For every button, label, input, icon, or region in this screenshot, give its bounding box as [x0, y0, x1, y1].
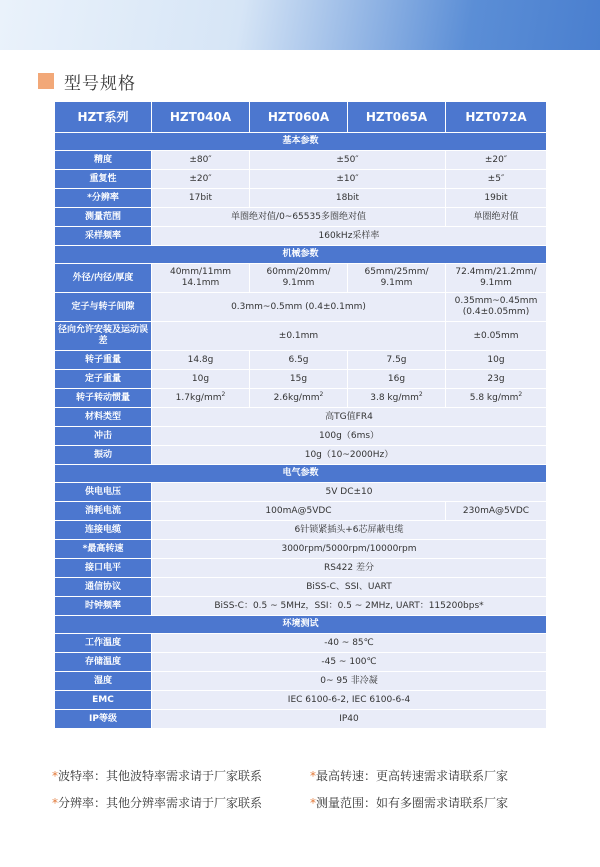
table-cell: 高TG值FR4 — [152, 408, 547, 427]
row-label: 径向允许安装及运动误差 — [55, 322, 152, 351]
table-row — [55, 653, 547, 672]
table-row — [55, 370, 547, 389]
table-cell: ±0.05mm — [446, 322, 547, 351]
row-label: 材料类型 — [55, 408, 152, 427]
table-cell: 3000rpm/5000rpm/10000rpm — [152, 540, 547, 559]
footnote: *测量范围：如有多圈需求请联系厂家 — [310, 796, 509, 810]
table-cell: 100g（6ms） — [152, 427, 547, 446]
table-row — [55, 189, 547, 208]
section-row — [55, 133, 547, 151]
section-row — [55, 465, 547, 483]
section-heading: 基本参数 — [55, 133, 547, 151]
table-row — [55, 208, 547, 227]
header-cell: HZT065A — [348, 102, 446, 133]
table-cell: 6.5g — [250, 351, 348, 370]
table-header-row — [55, 102, 547, 133]
table-cell: 单圈绝对值 — [446, 208, 547, 227]
table-cell: ±10″ — [250, 170, 446, 189]
table-cell: 0.35mm~0.45mm (0.4±0.05mm) — [446, 293, 547, 322]
section-title — [38, 71, 136, 94]
title-square-icon — [38, 73, 54, 89]
row-label: 重复性 — [55, 170, 152, 189]
table-row — [55, 710, 547, 729]
table-cell: ±80″ — [152, 151, 250, 170]
header-cell: HZT系列 — [55, 102, 152, 133]
section-row — [55, 246, 547, 264]
row-label: 存储温度 — [55, 653, 152, 672]
table-row — [55, 691, 547, 710]
table-cell: 18bit — [250, 189, 446, 208]
table-row — [55, 408, 547, 427]
table-cell: 单圈绝对值/0~65535多圈绝对值 — [152, 208, 446, 227]
table-row — [55, 151, 547, 170]
table-cell: 19bit — [446, 189, 547, 208]
table-cell: IEC 6100-6-2, IEC 6100-6-4 — [152, 691, 547, 710]
row-label: *最高转速 — [55, 540, 152, 559]
table-row — [55, 227, 547, 246]
row-label: 供电电压 — [55, 483, 152, 502]
spec-table — [54, 101, 547, 729]
page-title: 型号规格 — [64, 73, 136, 94]
table-cell: 5.8 $kg/mm^2$ — [446, 389, 547, 408]
table-row — [55, 559, 547, 578]
table-row — [55, 634, 547, 653]
footnote: *波特率：其他波特率需求请于厂家联系 — [52, 769, 263, 783]
row-label: EMC — [55, 691, 152, 710]
row-label: 工作温度 — [55, 634, 152, 653]
section-heading: 环境测试 — [55, 616, 547, 634]
table-row — [55, 264, 547, 293]
table-cell: 40mm/11mm 14.1mm — [152, 264, 250, 293]
table-row — [55, 322, 547, 351]
table-cell: 6针锁紧插头+6芯屏蔽电缆 — [152, 521, 547, 540]
table-row — [55, 672, 547, 691]
table-row — [55, 540, 547, 559]
table-cell: 230mA@5VDC — [446, 502, 547, 521]
footnote: *最高转速：更高转速需求请联系厂家 — [310, 769, 509, 783]
table-cell: 3.8 $kg/mm^2$ — [348, 389, 446, 408]
table-cell: $2.6kg/mm^2$ — [250, 389, 348, 408]
table-cell: -45 ~ 100℃ — [152, 653, 547, 672]
row-label: 定子与转子间隙 — [55, 293, 152, 322]
table-cell: 5V DC±10 — [152, 483, 547, 502]
table-row — [55, 521, 547, 540]
table-cell: 100mA@5VDC — [152, 502, 446, 521]
row-label: 采样频率 — [55, 227, 152, 246]
row-label: 外径/内径/厚度 — [55, 264, 152, 293]
header-cell: HZT040A — [152, 102, 250, 133]
table-cell: 0.3mm~0.5mm (0.4±0.1mm) — [152, 293, 446, 322]
row-label: 冲击 — [55, 427, 152, 446]
row-label: 转子转动惯量 — [55, 389, 152, 408]
row-label: 接口电平 — [55, 559, 152, 578]
table-row — [55, 293, 547, 322]
header-cell: HZT060A — [250, 102, 348, 133]
header-cell: HZT072A — [446, 102, 547, 133]
table-row — [55, 483, 547, 502]
row-label: 测量范围 — [55, 208, 152, 227]
table-row — [55, 427, 547, 446]
table-cell: $1.7kg/mm^2$ — [152, 389, 250, 408]
row-label: 定子重量 — [55, 370, 152, 389]
table-cell: -40 ~ 85℃ — [152, 634, 547, 653]
table-cell: ±0.1mm — [152, 322, 446, 351]
table-cell: 10g — [446, 351, 547, 370]
row-label: 湿度 — [55, 672, 152, 691]
row-label: 转子重量 — [55, 351, 152, 370]
table-cell: ±20″ — [152, 170, 250, 189]
row-label: 精度 — [55, 151, 152, 170]
table-row — [55, 578, 547, 597]
row-label: IP等级 — [55, 710, 152, 729]
table-row — [55, 389, 547, 408]
table-cell: ±20″ — [446, 151, 547, 170]
table-cell: 16g — [348, 370, 446, 389]
header-band — [0, 0, 600, 50]
footnote: *分辨率：其他分辨率需求请于厂家联系 — [52, 796, 263, 810]
row-label: 连接电缆 — [55, 521, 152, 540]
table-row — [55, 502, 547, 521]
row-label: 时钟频率 — [55, 597, 152, 616]
section-heading: 电气参数 — [55, 465, 547, 483]
table-cell: 0~ 95 非冷凝 — [152, 672, 547, 691]
table-cell: 17bit — [152, 189, 250, 208]
table-cell: 10g（10~2000Hz） — [152, 446, 547, 465]
table-cell: 72.4mm/21.2mm/ 9.1mm — [446, 264, 547, 293]
table-cell: 14.8g — [152, 351, 250, 370]
table-cell: BiSS-C：0.5 ~ 5MHz，SSI：0.5 ~ 2MHz, UART：115200bps* — [152, 597, 547, 616]
table-cell: 160kHz采样率 — [152, 227, 547, 246]
section-row — [55, 616, 547, 634]
table-cell: 7.5g — [348, 351, 446, 370]
section-heading: 机械参数 — [55, 246, 547, 264]
table-cell: 23g — [446, 370, 547, 389]
table-cell: 60mm/20mm/ 9.1mm — [250, 264, 348, 293]
table-cell: RS422 差分 — [152, 559, 547, 578]
row-label: *分辨率 — [55, 189, 152, 208]
table-cell: ±5″ — [446, 170, 547, 189]
row-label: 振动 — [55, 446, 152, 465]
table-cell: BiSS-C、SSI、UART — [152, 578, 547, 597]
table-cell: ±50″ — [250, 151, 446, 170]
table-cell: 10g — [152, 370, 250, 389]
row-label: 通信协议 — [55, 578, 152, 597]
table-cell: 15g — [250, 370, 348, 389]
table-cell: IP40 — [152, 710, 547, 729]
row-label: 消耗电流 — [55, 502, 152, 521]
table-row — [55, 446, 547, 465]
table-row — [55, 597, 547, 616]
table-row — [55, 351, 547, 370]
table-row — [55, 170, 547, 189]
table-cell: 65mm/25mm/ 9.1mm — [348, 264, 446, 293]
